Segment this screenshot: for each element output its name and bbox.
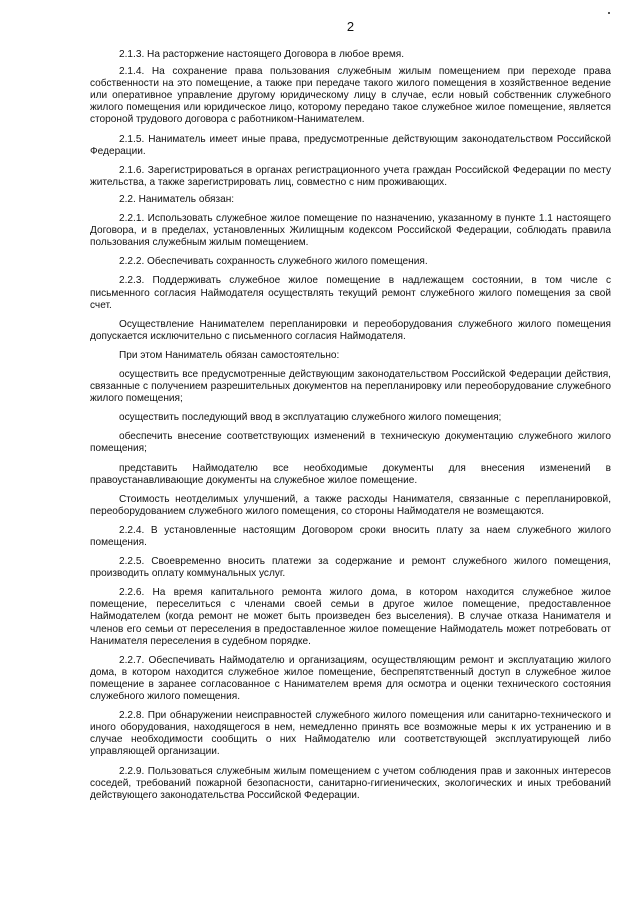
tenant-obligations-intro: При этом Наниматель обязан самостоятельно: (119, 349, 340, 361)
obligation-tech-docs: обеспечить внесение соответствующих изменений в техническую документацию служебного жилого помещения; (90, 431, 611, 455)
clause-2-2-5: 2.2.5. Своевременно вносить платежи за содержание и ремонт служебного жилого помещения, производить оплату коммунальных услуг. (90, 556, 611, 580)
clause-2-1-6: 2.1.6. Зарегистрироваться в органах регистрационного учета граждан Российской Федерации по месту жительства, а также зарегистрировать лиц, совместно с ним проживающих. (90, 164, 611, 188)
clause-2-1-3: 2.1.3. На расторжение настоящего Договора в любое время. (119, 49, 405, 60)
clause-2-2-7: 2.2.7. Обеспечивать Наймодателю и организациям, осуществляющим ремонт и эксплуатацию жилого дома, в котором находится служебное жилое помещение, беспрепятственный доступ в служебное жилое помещение в заранее согласованное с Нанимателем время для осмотра и оценки технического состояния служебного жилого помещения. (90, 654, 611, 703)
clause-2-2-heading: 2.2. Наниматель обязан: (119, 193, 235, 205)
page-number: 2 (346, 19, 355, 34)
improvements-cost: Стоимость неотделимых улучшений, а также расходы Нанимателя, связанные с перепланировкой, переоборудованием служебного жилого помещения, со стороны Наймодателя не возмещаются. (90, 493, 611, 517)
clause-2-2-8: 2.2.8. При обнаружении неисправностей служебного жилого помещения или санитарно-технического и иного оборудования, находящегося в нем, немедленно принять все возможные меры к их устранению и в случае необходимости сообщить о них Наймодателю или соответствующей эксплуатирующей либо управляющей организации. (90, 710, 611, 758)
obligation-commissioning: осуществить последующий ввод в эксплуатацию служебного жилого помещения; (119, 412, 502, 424)
clause-2-2-6: 2.2.6. На время капитального ремонта жилого дома, в котором находится служебное жилое помещение, переселиться с членами своей семьи в другое жилое помещение, предоставленное Наймодателем (когда ремонт не может быть произведен без выселения). В случае отказа Нанимателя и членов его семьи от переселения в предоставленное жилое помещение Наймодатель может потребовать от Нанимателя переселения в судебном порядке. (90, 587, 611, 647)
clause-2-1-4: 2.1.4. На сохранение права пользования служебным жилым помещением при переходе права собственности на это помещение, а также при передаче такого жилого помещения в хозяйственное ведение или оперативное управление другому юридическому лицу в случае, если новый собственник служебного жилого помещения или юридическое лицо, которому передано такое служебное жилое помещение, является стороной трудового договора с работником-Нанимателем. (90, 66, 611, 126)
clause-2-2-2: 2.2.2. Обеспечивать сохранность служебного жилого помещения. (119, 256, 428, 268)
obligation-permits: осуществить все предусмотренные действующим законодательством Российской Федерации действия, связанные с получением разрешительных документов на перепланировку или переоборудование служебного жилого помещения; (90, 368, 611, 405)
redevelopment-consent: Осуществление Нанимателем перепланировки и переоборудования служебного жилого помещения допускается исключительно с письменного согласия Наймодателя. (90, 318, 611, 342)
clause-2-2-4: 2.2.4. В установленные настоящим Договором сроки вносить плату за наем служебного жилого помещения. (90, 524, 611, 548)
obligation-submit-docs: представить Наймодателю все необходимые документы для внесения изменений в правоустанавливающие документы на служебное жилое помещение. (90, 462, 611, 486)
clause-2-1-5: 2.1.5. Наниматель имеет иные права, предусмотренные действующим законодательством Российской Федерации. (90, 133, 611, 157)
clause-2-2-9: 2.2.9. Пользоваться служебным жилым помещением с учетом соблюдения прав и законных интересов соседей, требований пожарной безопасности, санитарно-гигиенических, экологических и иных требований действующего законодательства Российской Федерации. (90, 765, 611, 801)
clause-2-2-3: 2.2.3. Поддерживать служебное жилое помещение в надлежащем состоянии, в том числе с письменного согласия Наймодателя осуществлять текущий ремонт служебного жилого помещения за свой счет. (90, 275, 611, 311)
scan-speck (608, 12, 610, 14)
clause-2-2-1: 2.2.1. Использовать служебное жилое помещение по назначению, указанному в пункте 1.1 настоящего Договора, и в пределах, установленных Жилищным кодексом Российской Федерации, соблюдать правила пользования служебным жилым помещением. (90, 213, 611, 249)
